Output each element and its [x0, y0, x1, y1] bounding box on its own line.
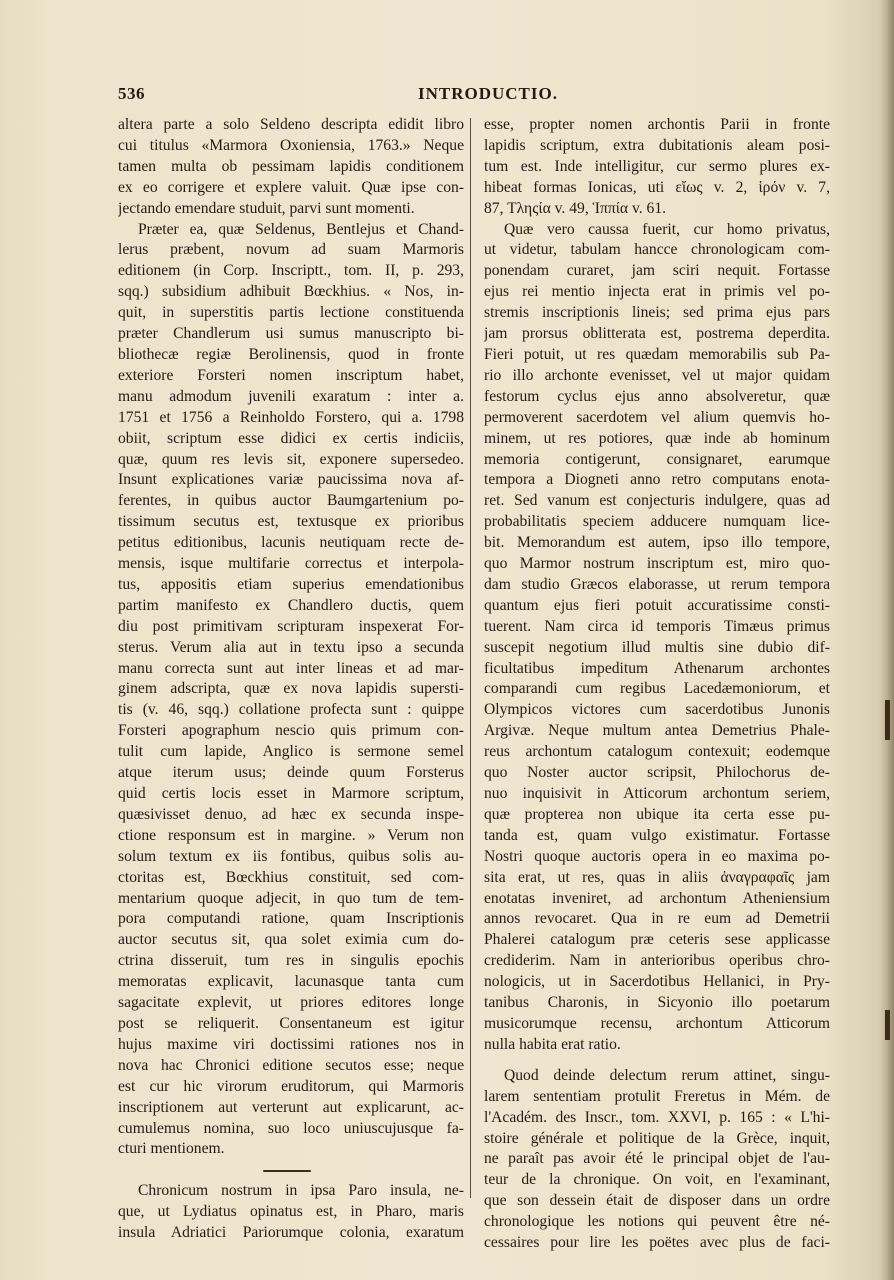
text-line: ex eo corrigere et explere valuit. Quæ ipse con- [118, 178, 464, 196]
text-line: tuerent. Nam circa id temporis Timæus primus [484, 617, 830, 635]
text-line: ctrina disseruit, tum res in singulis epochis [118, 952, 464, 970]
text-line: Insunt explicationes variæ paucissima nova af- [118, 471, 464, 489]
text-line: quid certis locis esset in Marmore scriptum, [118, 785, 464, 802]
text-line: petitus editionibus, lacunis neutiquam recte de- [118, 534, 464, 552]
section-divider [118, 1160, 464, 1181]
text-line: cturi mentionem. [118, 1140, 225, 1158]
text-line: Nostri quoque auctoris opera in eo maxima po- [484, 847, 830, 865]
text-line: ferentes, in quibus auctor Baumgartenium po- [118, 492, 464, 510]
text-line: est cur hic virorum eruditorum, qui Marmoris [118, 1077, 464, 1095]
text-line: tamen multa ob pessimam lapidis conditionem [118, 157, 464, 175]
right-column [484, 115, 830, 1254]
text-line: quæ, quum res levis sit, exponere supersedeo. [118, 450, 464, 468]
text-line: tissimum secutus est, textusque ex prioribus [118, 513, 464, 531]
text-line: Chronicum nostrum in ipsa Paro insula, ne- [138, 1182, 464, 1200]
text-line: auctor secutus sit, qua solet eximia cum do- [118, 931, 464, 949]
text-line: tempora a Diogneti anno retro computans enota- [484, 471, 830, 489]
text-line: probabilitatis speciem adducere numquam lice- [484, 513, 830, 531]
text-line: suscepit negotium illud multis sine dubio dif- [484, 638, 830, 656]
text-line: musicorumque recensu, archontum Atticorum [484, 1014, 830, 1032]
text-line: Phalerei catalogum præ ceteris sese applicasse [484, 931, 830, 949]
text-line: sqq.) subsidium adhibuit Bœckhius. « Nos, in- [118, 283, 464, 301]
text-line: partim manifesto ex Chandlero ductis, quem [118, 596, 464, 614]
text-line: tulit cum lapide, Anglico is sermone semel [118, 743, 464, 761]
text-line: Præter ea, quæ Seldenus, Bentlejus et Chand- [138, 220, 464, 238]
text-line: ctoritas est, Bœckhius constituit, sed com- [118, 868, 464, 886]
page-header [118, 84, 830, 108]
text-line: nologicis, ut in Sacerdotibus Hellanici, in Pry- [484, 973, 830, 991]
text-line: ginem adscripta, quæ ex nova lapidis supersti- [118, 680, 464, 698]
text-line: que son dessein était de disposer dans un ordre [484, 1192, 830, 1210]
text-line: sagacitate explevit, ut priores editores longe [118, 994, 464, 1012]
text-line: ut videtur, tabulam hancce chronologicam com- [484, 241, 830, 259]
text-line: tis (v. 46, sqq.) collatione profecta sunt : quippe [118, 701, 464, 719]
text-line: quantum ejus fieri potuit accuratissime consti- [484, 596, 830, 614]
text-line: que, ut Lydiatus opinatus est, in Pharo, maris [118, 1203, 464, 1221]
text-line: altera parte a solo Seldeno descripta edidit libro [118, 116, 464, 133]
text-line: diu post primitivam scripturam inspexerat For- [118, 617, 464, 635]
text-line: quit, in superstitis partis lectione constituenda [118, 304, 464, 322]
text-line: hujus maxime viri doctissimi rationes nos in [118, 1035, 464, 1053]
text-line: Quæ vero caussa fuerit, cur homo privatus, [504, 220, 830, 238]
text-line: Forsteri apographum nescio quis primum con- [118, 722, 464, 740]
text-line: larem sententiam protulit Freretus in Mém. de [484, 1087, 830, 1105]
text-line: Olympicos victores cum sacerdotibus Junonis [484, 701, 830, 719]
text-line: nulla habita erat ratio. [484, 1035, 621, 1053]
text-line: obiit, scriptum esse didici ex certis indiciis, [118, 429, 464, 447]
text-line: ne paraît pas avoir été le principal objet de l'au- [484, 1150, 830, 1168]
text-line: quæ propterea non ubique ita certa esse pu- [484, 805, 830, 823]
running-head: INTRODUCTIO. [418, 84, 558, 103]
text-line: atque iterum usus; deinde quum Forsterus [118, 764, 464, 782]
text-line: stoire générale et politique de la Grèce, inquit, [484, 1129, 830, 1147]
text-line: jectando emendare studuit, parvi sunt momenti. [118, 199, 415, 217]
text-line: editionem (in Corp. Inscriptt., tom. II, p. 293, [118, 262, 464, 280]
text-line: nova hac Chronici editione secutos esse; neque [118, 1056, 464, 1074]
text-line: post se reliquerit. Consentaneum est igitur [118, 1014, 464, 1032]
text-line: ejus rei mentio injecta erat in primis vel po- [484, 283, 830, 301]
text-line: tum est. Inde intelligitur, cur sermo plures ex- [484, 157, 830, 175]
margin-ink-mark [885, 1010, 890, 1040]
text-line: cumulemus nomina, suo loco uniuscujusque fa- [118, 1119, 464, 1137]
text-line: reus archontum catalogum contexuit; eodemque [484, 743, 830, 761]
text-line: mentarium quoque adjecit, in quo tum de tem- [118, 889, 464, 907]
text-line: præter Chandlerum usi sumus manuscripto bi- [118, 325, 464, 343]
text-line: quo Noster auctor scripsit, Philochorus de- [484, 764, 830, 782]
text-line: exteriore Forsteri nomen inscriptum habet, [118, 366, 464, 384]
text-line: quæsivisset denuo, ad hæc ex secunda inspe- [118, 805, 464, 823]
text-line: rio illo archonte evenisset, vel ut major quidam [484, 366, 830, 384]
page-edge-shadow [880, 0, 894, 1280]
text-line: l'Académ. des Inscr., tom. XXVI, p. 165 : « L'hi- [484, 1108, 830, 1126]
text-line: sterus. Verum alia aut in textu ipso a secunda [118, 638, 464, 656]
text-line: inscriptionem aut verterunt aut explicarunt, ac- [118, 1098, 464, 1116]
text-line: cessaires pour lire les poëtes avec plus de faci- [484, 1234, 830, 1252]
text-line: lapidis scriptum, extra dubitationis aleam posi- [484, 136, 830, 154]
text-line: nuo inquisivit in Atticorum archontum seriem, [484, 785, 830, 802]
text-line: insula Adriatici Pariorumque colonia, exaratum [118, 1224, 464, 1242]
text-line: sita erat, ut res, quas in aliis ἀναγραφαῖς jam [484, 868, 830, 886]
text-line: ctione responsum est in margine. » Verum non [118, 826, 464, 844]
text-line: quo Marmor nostrum inscriptum est, miro quo- [484, 555, 830, 573]
text-line: solum textum ex iis fontibus, quibus solis au- [118, 847, 464, 865]
text-line: ponendam curaret, jam sciri nequit. Fortasse [484, 262, 830, 280]
text-line: Argivæ. Neque multum antea Demetrius Phale- [484, 722, 830, 740]
text-line: bit. Memorandum est autem, ipso illo tempore, [484, 534, 830, 552]
text-line: crediderim. Nam in anterioribus operibus chro- [484, 952, 830, 970]
text-line: minem, ut res potiores, quæ inde ab hominum [484, 429, 830, 447]
text-line: stremis inscriptionis lineis; sed prima ejus pars [484, 304, 830, 322]
column-divider [470, 118, 471, 1198]
text-line: 1751 et 1756 a Reinholdo Forstero, qui a. 1798 [118, 408, 464, 426]
text-line: hibeat formas Ionicas, uti εἴως v. 2, ἱρόν v. 7, [484, 178, 830, 196]
text-line: Fieri potuit, ut res quædam memorabilis sub Pa- [484, 345, 830, 363]
margin-ink-mark [885, 700, 890, 740]
text-line: comparandi cum regibus Lacedæmoniorum, et [484, 680, 830, 698]
text-line: annos revocaret. Qua in re eum ad Demetrii [484, 910, 830, 928]
text-line: ficultatibus impeditum Athenarum archontes [484, 659, 830, 677]
text-line: tus, appositis etiam superius emendationibus [118, 575, 464, 593]
text-line: lerus præbent, novum ad suam Marmoris [118, 241, 464, 259]
text-line: 87, Τληςία v. 49, Ἱππία v. 61. [484, 199, 667, 217]
page-number: 536 [118, 84, 145, 103]
text-line: jam prorsus oblitterata est, postrema deperdita. [484, 325, 830, 343]
text-line: enotatas inveniret, ad archontum Atheniensium [484, 889, 830, 907]
paragraph-gap [484, 1056, 830, 1066]
text-line: manu admodum juvenili exaratum : inter a. [118, 387, 464, 405]
text-line: teur de la chronique. On voit, en l'examinant, [484, 1171, 830, 1189]
text-line: tanda est, quam vulgo existimatur. Fortasse [484, 826, 830, 844]
text-line: cui titulus «Marmora Oxoniensia, 1763.» Neque [118, 136, 464, 154]
text-line: manu correcta sunt aut inter lineas et ad mar- [118, 659, 464, 677]
text-line: memoratas explicavit, lacunasque tanta cum [118, 973, 464, 991]
text-line: memoria contigerunt, consignaret, earumque [484, 450, 830, 468]
text-line: chronologique les notions qui peuvent être né- [484, 1213, 830, 1231]
text-line: tanibus Charonis, in Sicyonio illo poetarum [484, 994, 830, 1012]
text-line: permoverent sacerdotem vel alium quemvis ho- [484, 408, 830, 426]
text-line: dam studio Græcos elaborasse, ut rerum tempora [484, 575, 830, 593]
left-column [118, 115, 464, 1244]
text-line: bliothecæ regiæ Berolinensis, quod in fronte [118, 345, 464, 363]
text-line: festorum cyclus ejus anno absolveretur, quæ [484, 387, 830, 405]
text-line: Quod deinde delectum rerum attinet, singu- [504, 1066, 830, 1084]
text-line: mensis, isque multifarie correctus et interpola- [118, 555, 464, 573]
text-line: pora computandi ratione, quam Inscriptionis [118, 910, 464, 928]
text-line: esse, propter nomen archontis Parii in fronte [484, 116, 830, 133]
text-line: ret. Sed vanum est conjecturis indulgere, quas ad [484, 492, 830, 510]
